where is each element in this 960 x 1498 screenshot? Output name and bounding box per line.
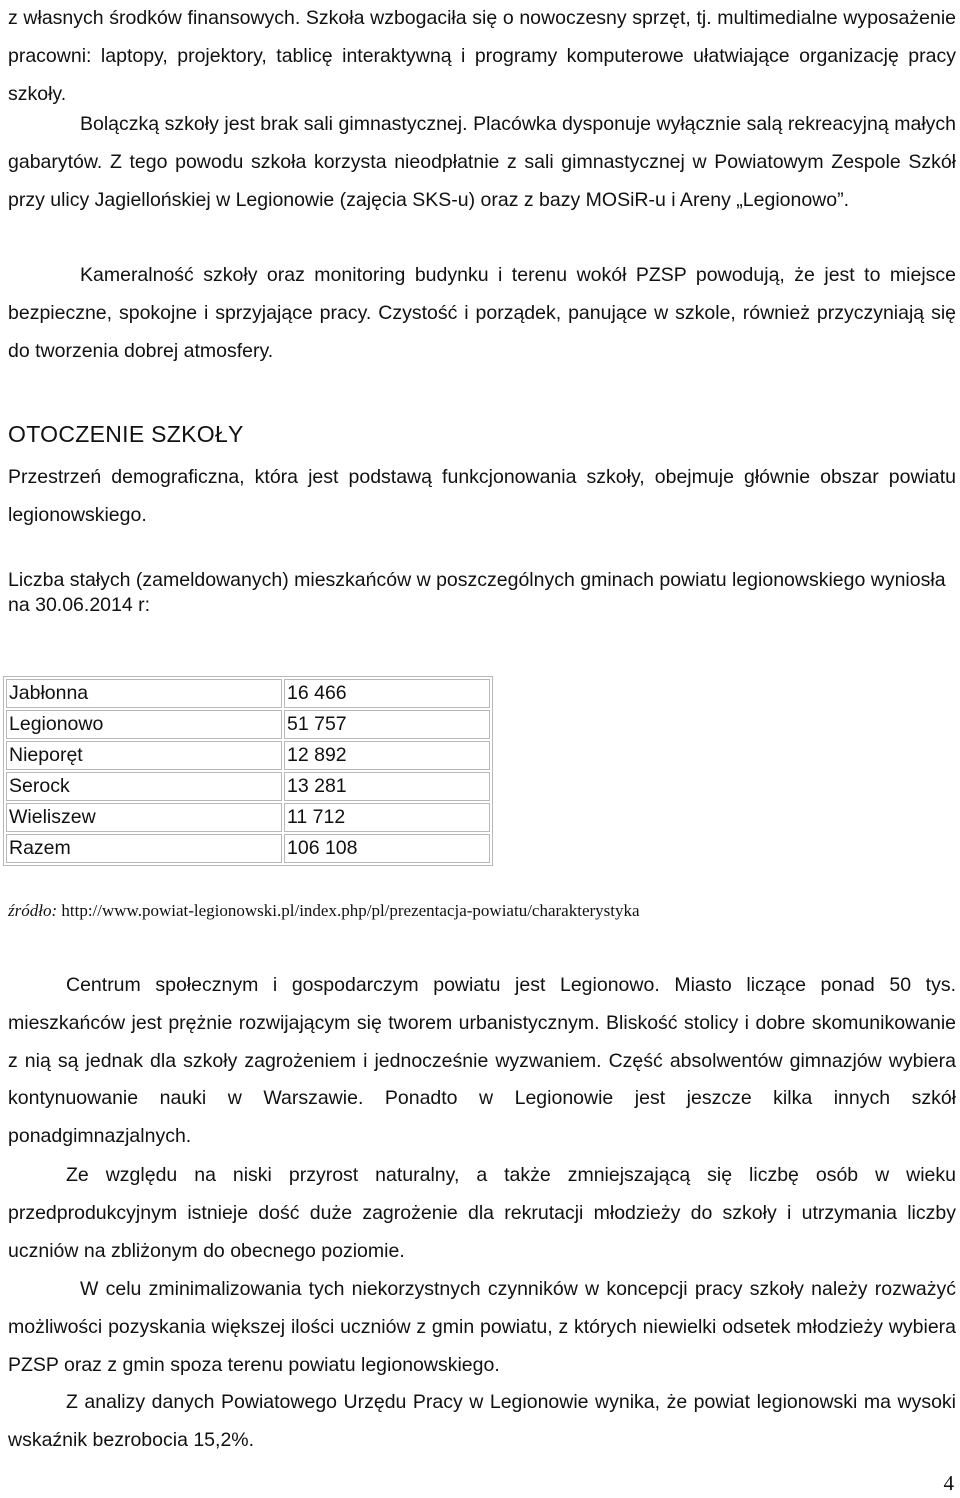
- paragraph-birth-rate: Ze względu na niski przyrost naturalny, a także zmniejszającą się liczbę osób w wieku przedprodukcyjnym istnieje dość duże zagrożenie dla rekrutacji młodzieży do szkoły i utrzymania liczby uczniów na zbliżonym do obecnego poziomie.: [8, 1164, 956, 1262]
- table-row: [6, 834, 490, 863]
- population-table: [3, 676, 493, 866]
- table-cell-gmina: Nieporęt: [6, 741, 282, 770]
- paragraph-legionowo-center: Centrum społecznym i gospodarczym powiatu jest Legionowo. Miasto liczące ponad 50 tys. mieszkańców jest prężnie rozwijającym się tworem urbanistycznym. Bliskość stolicy i dobre skomunikowanie z nią są jednak dla szkoły zagrożeniem i jednocześnie wyzwaniem. Część absolwentów gimnazjów wybiera kontynuowanie nauki w Warszawie. Ponadto w Legionowie jest jeszcze kilka innych szkół ponadgimnazjalnych.: [8, 974, 956, 1148]
- paragraph-unemployment: Z analizy danych Powiatowego Urzędu Pracy w Legionowie wynika, że powiat legionowski ma wysoki wskaźnik bezrobocia 15,2%.: [8, 1391, 956, 1451]
- page-number: 4: [943, 1471, 954, 1495]
- table-cell-value: 13 281: [284, 772, 490, 801]
- table-row: [6, 741, 490, 770]
- source-note: [8, 901, 640, 921]
- table-cell-value: 12 892: [284, 741, 490, 770]
- paragraph-recruitment: W celu zminimalizowania tych niekorzystnych czynników w koncepcji pracy szkoły należy rozważyć możliwości pozyskania większej ilości uczniów z gmin powiatu, z których niewielki odsetek młodzieży wybiera PZSP oraz z gmin spoza terenu powiatu legionowskiego.: [8, 1278, 956, 1376]
- table-cell-value: 51 757: [284, 710, 490, 739]
- table-cell-value: 16 466: [284, 679, 490, 708]
- table-cell-gmina: Jabłonna: [6, 679, 282, 708]
- table-row: [6, 803, 490, 832]
- table-row: [6, 772, 490, 801]
- table-cell-value: 106 108: [284, 834, 490, 863]
- table-cell-gmina: Serock: [6, 772, 282, 801]
- table-row: [6, 710, 490, 739]
- paragraph-safety: Kameralność szkoły oraz monitoring budynku i terenu wokół PZSP powodują, że jest to miejsce bezpieczne, spokojne i sprzyjające pracy. Czystość i porządek, panujące w szkole, również przyczyniają się do tworzenia dobrej atmosfery.: [8, 264, 956, 362]
- table-cell-gmina: Legionowo: [6, 710, 282, 739]
- section-heading: OTOCZENIE SZKOŁY: [8, 421, 244, 447]
- paragraph-demographics: Przestrzeń demograficzna, która jest podstawą funkcjonowania szkoły, obejmuje głównie obszar powiatu legionowskiego.: [8, 466, 956, 526]
- table-cell-value: 11 712: [284, 803, 490, 832]
- paragraph-population-intro: Liczba stałych (zameldowanych) mieszkańców w poszczególnych gminach powiatu legionowskiego wyniosła na 30.06.2014 r:: [8, 569, 946, 616]
- source-label: źródło:: [8, 901, 58, 920]
- table-cell-gmina: Wieliszew: [6, 803, 282, 832]
- table-row: [6, 679, 490, 708]
- paragraph-equipment: z własnych środków finansowych. Szkoła wzbogaciła się o nowoczesny sprzęt, tj. multimedialne wyposażenie pracowni: laptopy, projektory, tablicę interaktywną i programy komputerowe ułatwiające organizację pracy szkoły.: [8, 7, 956, 105]
- paragraph-gym: Bolączką szkoły jest brak sali gimnastycznej. Placówka dysponuje wyłącznie salą rekreacyjną małych gabarytów. Z tego powodu szkoła korzysta nieodpłatnie z sali gimnastycznej w Powiatowym Zespole Szkół przy ulicy Jagiellońskiej w Legionowie (zajęcia SKS-u) oraz z bazy MOSiR-u i Areny „Legionowo”.: [8, 113, 956, 211]
- source-link[interactable]: http://www.powiat-legionowski.pl/index.php/pl/prezentacja-powiatu/charakterystyka: [61, 901, 640, 920]
- table-cell-gmina: Razem: [6, 834, 282, 863]
